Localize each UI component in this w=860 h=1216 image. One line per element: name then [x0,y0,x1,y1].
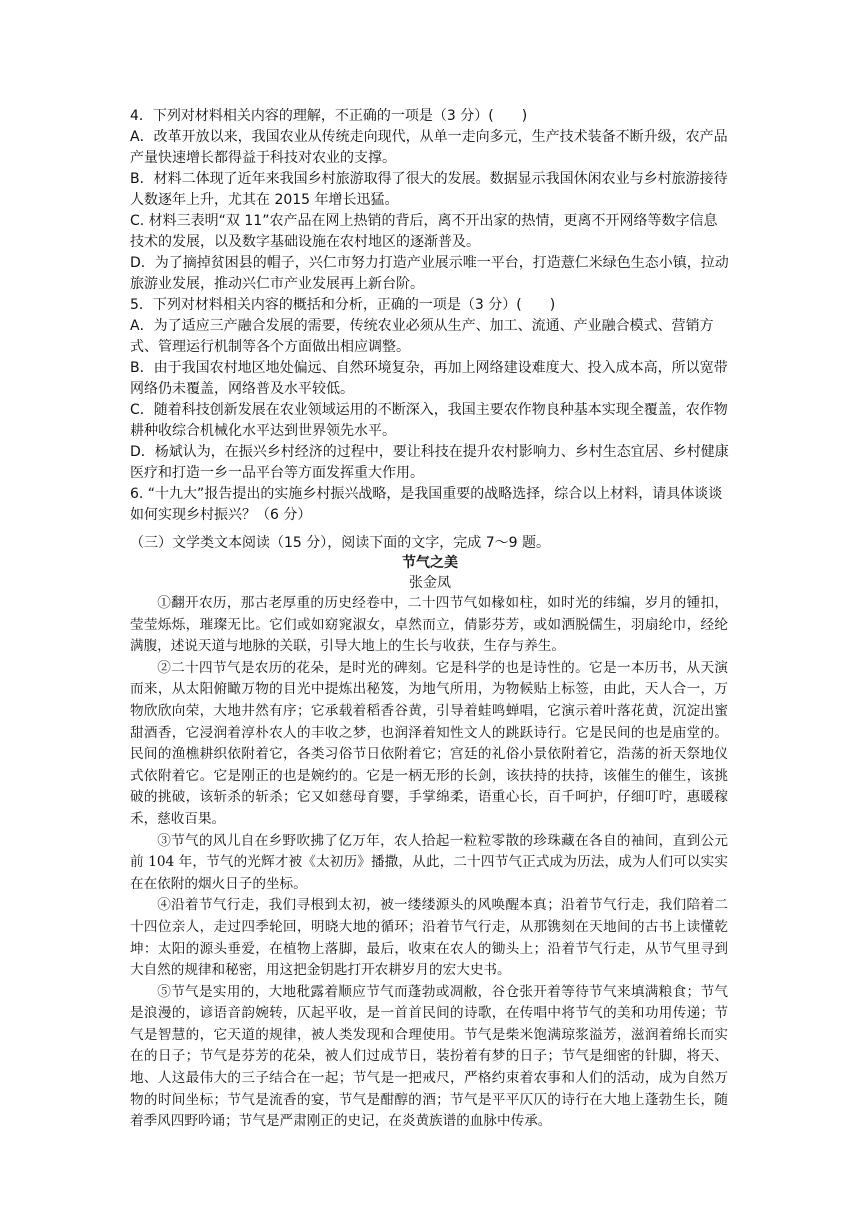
question-4-option-b: B．材料二体现了近年来我国乡村旅游取得了很大的发展。数据显示我国休闲农业与乡村旅游接待人数逐年上升，尤其在 2015 年增长迅猛。 [130,171,728,208]
question-4-option-d: D．为了摘掉贫困县的帽子，兴仁市努力打造产业展示唯一平台，打造薏仁米绿色生态小镇，拉动旅游业发展，推动兴仁市产业发展再上新台阶。 [130,255,729,292]
question-block [130,106,730,526]
question-5-option-c: C．随着科技创新发展在农业领域运用的不断深入，我国主要农作物良种基本实现全覆盖，农作物耕种收综合机械化水平达到世界领先水平。 [130,402,728,439]
question-5-option-d: D．杨斌认为，在振兴乡村经济的过程中，要让科技在提升农村影响力、乡村生态宜居、乡村健康医疗和打造一乡一品平台等方面发挥重大作用。 [130,444,729,481]
question-4-stem: 4．下列对材料相关内容的理解，不正确的一项是（3 分）( ) [130,108,528,124]
article-paragraph-4: ④沿着节气行走，我们寻根到太初，被一缕缕源头的风唤醒本真；沿着节气行走，我们陪着二十四位亲人，走过四季轮回，明晓大地的循环；沿着节气行走，从那镌刻在天地间的古书上读懂乾坤：太阳的源头垂爱，在植物上落脚，最后，收束在农人的锄头上；沿着节气行走，从节气里寻到大自然的规律和秘密，用这把金钥匙打开农耕岁月的宏大史书。 [130,897,728,979]
article-author: 张金凤 [409,575,451,591]
article-paragraph-5: ⑤节气是实用的，大地秕露着顺应节气而蓬勃或凋敝，谷仓张开着等待节气来填满粮食；节气是浪漫的，谚语音韵婉转，仄起平收，是一首首民间的诗歌，在传唱中将节气的美和功用传递；节气是智慧的，它天道的规律，被人类发现和合理使用。节气是柴米饱满琼浆溢芳，滋润着绵长而实在的日子；节气是芬芳的花朵，被人们过成节日，装扮着有梦的日子；节气是细密的针脚，将天、地、人这最伟大的三子结合在一起；节气是一把戒尺，严格约束着农事和人们的活动，成为自然万物的时间坐标；节气是流香的宴，节气是酣醇的酒；节气是平平仄仄的诗行在大地上蓬勃生长，随着季风四野吟诵；节气是严肃刚正的史记，在炎黄族谱的血脉中传承。 [130,983,728,1130]
question-5-option-b: B．由于我国农村地区地处偏远、自然环境复杂，再加上网络建设难度大、投入成本高，所以宽带网络仍未覆盖，网络普及水平较低。 [130,360,728,397]
article-title: 节气之美 [402,555,458,571]
question-6: 6. “十九大”报告提出的实施乡村振兴战略，是我国重要的战略选择，综合以上材料，请具体谈谈如何实现乡村振兴？（6 分） [130,486,723,523]
question-4-option-a: A．改革开放以来，我国农业从传统走向现代，从单一走向多元，生产技术装备不断升级，农产品产量快速增长都得益于科技对农业的支撑。 [130,129,728,166]
section-heading: （三）文学类文本阅读（15 分），阅读下面的文字，完成 7～9 题。 [130,535,550,551]
question-5-stem: 5．下列对材料相关内容的概括和分析，正确的一项是（3 分）( ) [130,297,556,313]
question-4-option-c: C. 材料三表明“双 11”农产品在网上热销的背后，离不开出家的热情，更离不开网络等数字信息技术的发展，以及数字基础设施在农村地区的逐渐普及。 [130,213,718,250]
article-paragraph-3: ③节气的风儿自在乡野吹拂了亿万年，农人拾起一粒粒零散的珍珠藏在各自的袖间，直到公元前 104 年，节气的光辉才被《太初历》播撒，从此，二十四节气正式成为历法，成为人们可以实实在在依附的烟火日子的坐标。 [130,832,728,892]
article-paragraph-2: ②二十四节气是农历的花朵，是时光的碑刻。它是科学的也是诗性的。它是一本历书，从天演而来，从太阳俯瞰万物的目光中提炼出秘笈，为地气所用，为物候贴上标签，由此，天人合一，万物欣欣向荣，大地井然有序；它承载着稻香谷黄，引导着蛙鸣蝉唱，它演示着叶落花黄，沉淀出蜜甜酒香，它浸润着淳朴农人的丰收之梦，也润泽着知性文人的跳跃诗行。它是民间的也是庙堂的。民间的渔樵耕织依附着它，各类习俗节日依附着它；宫廷的礼俗小景依附着它，浩荡的祈天祭地仪式依附着它。它是刚正的也是婉约的。它是一柄无形的长剑，该扶持的扶持，该催生的催生，该挑破的挑破，该斩杀的斩杀；它又如慈母育婴，手掌绵柔，语重心长，百千呵护，仔细叮咛，惠暖稼禾，慈收百果。 [130,659,728,827]
article-paragraph-1: ①翻开农历，那古老厚重的历史经卷中，二十四节气如椽如柱，如时光的纬编，岁月的锺扣，莹莹烁烁，璀璨无比。它们或如窈窕淑女，卓然而立，倩影芬芳，或如洒脱儒生，羽扇纶巾，经纶满腹，述说天道与地脉的关联，引导大地上的生长与收获，生存与养生。 [130,595,728,655]
question-5-option-a: A．为了适应三产融合发展的需要，传统农业必须从生产、加工、流通、产业融合模式、营销方式、管理运行机制等各个方面做出相应调整。 [130,318,714,355]
article-body [130,593,728,1133]
